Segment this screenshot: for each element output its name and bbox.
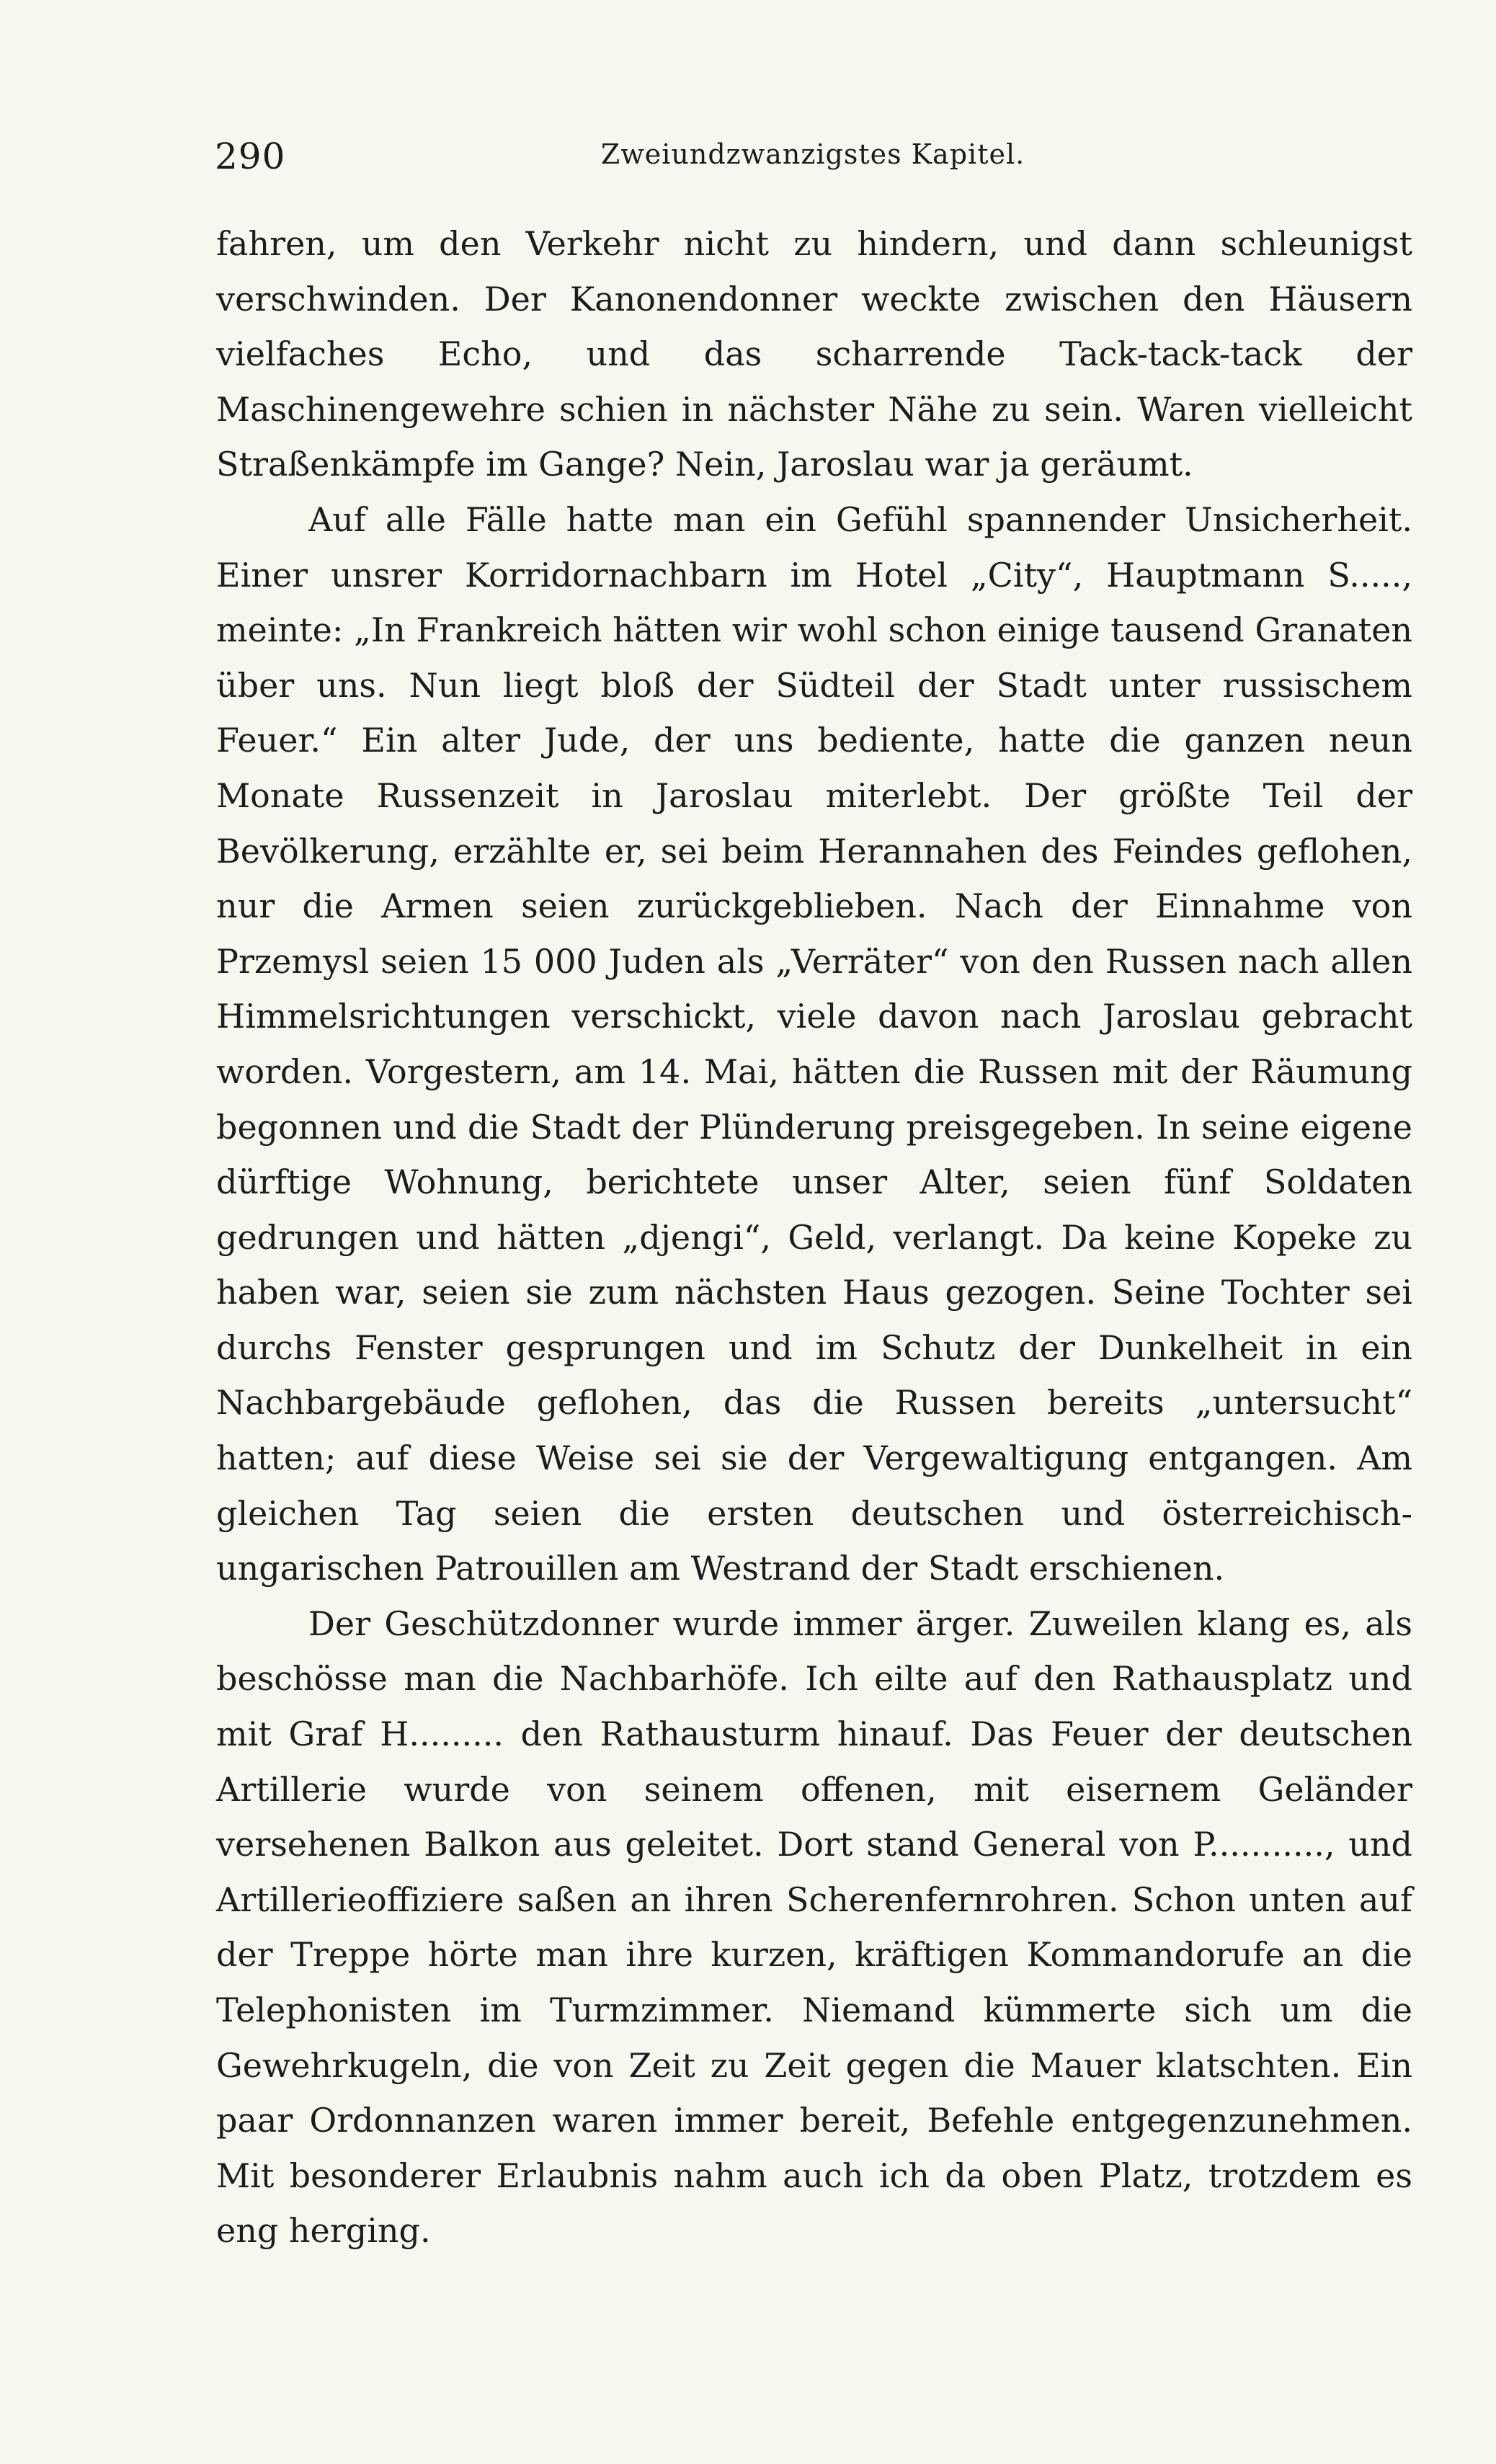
paragraph-3: Der Geschützdonner wurde immer ärger. Zuweilen klang es, als beschösse man die Nachbarhöfe. Ich eilte auf den Rathausplatz und mit Graf H......... den Rathausturm hinauf. Das Feuer der deutschen Artillerie wurde von seinem offenen, mit eisernem Geländer versehenen Balkon aus geleitet. Dort stand General von P..........., und Artillerieoffiziere saßen an ihren Scherenfernrohren. Schon unten auf der Treppe hörte man ihre kurzen, kräftigen Kommandorufe an die Telephonisten im Turmzimmer. Niemand kümmerte sich um die Gewehrkugeln, die von Zeit zu Zeit gegen die Mauer klatschten. Ein paar Ordonnanzen waren immer bereit, Befehle entgegenzunehmen. Mit besonderer Erlaubnis nahm auch ich da oben Platz, trotzdem es eng herging. — [216, 1604, 1412, 2251]
paragraph-1: fahren, um den Verkehr nicht zu hindern, und dann schleunigst verschwinden. Der Kanonendonner weckte zwischen den Häusern vielfaches Echo, und das scharrende Tack-tack-tack der Maschinengewehre schien in nächster Nähe zu sein. Waren vielleicht Straßenkämpfe im Gange? Nein, Jaroslau war ja geräumt. — [216, 224, 1412, 484]
page-number: 290 — [215, 135, 286, 177]
paragraph-2: Auf alle Fälle hatte man ein Gefühl spannender Unsicherheit. Einer unsrer Korridornachbarn im Hotel „City“, Hauptmann S....., meinte: „In Frankreich hätten wir wohl schon einige tausend Granaten über uns. Nun liegt bloß der Südteil der Stadt unter russischem Feuer.“ Ein alter Jude, der uns bediente, hatte die ganzen neun Monate Russenzeit in Jaroslau miterlebt. Der größte Teil der Bevölkerung, erzählte er, sei beim Herannahen des Feindes geflohen, nur die Armen seien zurückgeblieben. Nach der Einnahme von Przemysl seien 15 000 Juden als „Verräter“ von den Russen nach allen Himmelsrichtungen verschickt, viele davon nach Jaroslau gebracht worden. Vorgestern, am 14. Mai, hätten die Russen mit der Räumung begonnen und die Stadt der Plünderung preisgegeben. In seine eigene dürftige Wohnung, berichtete unser Alter, seien fünf Soldaten gedrungen und hätten „djengi“, Geld, verlangt. Da keine Kopeke zu haben war, seien sie zum nächsten Haus gezogen. Seine Tochter sei durchs Fenster gesprungen und im Schutz der Dunkelheit in ein Nachbargebäude geflohen, das die Russen bereits „untersucht“ hatten; auf diese Weise sei sie der Vergewaltigung entgangen. Am gleichen Tag seien die ersten deutschen und österreichisch-ungarischen Patrouillen am Westrand der Stadt erschienen. — [216, 499, 1412, 1588]
body-text — [216, 216, 1412, 2259]
page-header — [215, 135, 1411, 186]
running-title: Zweiundzwanzigstes Kapitel. — [600, 138, 1025, 170]
